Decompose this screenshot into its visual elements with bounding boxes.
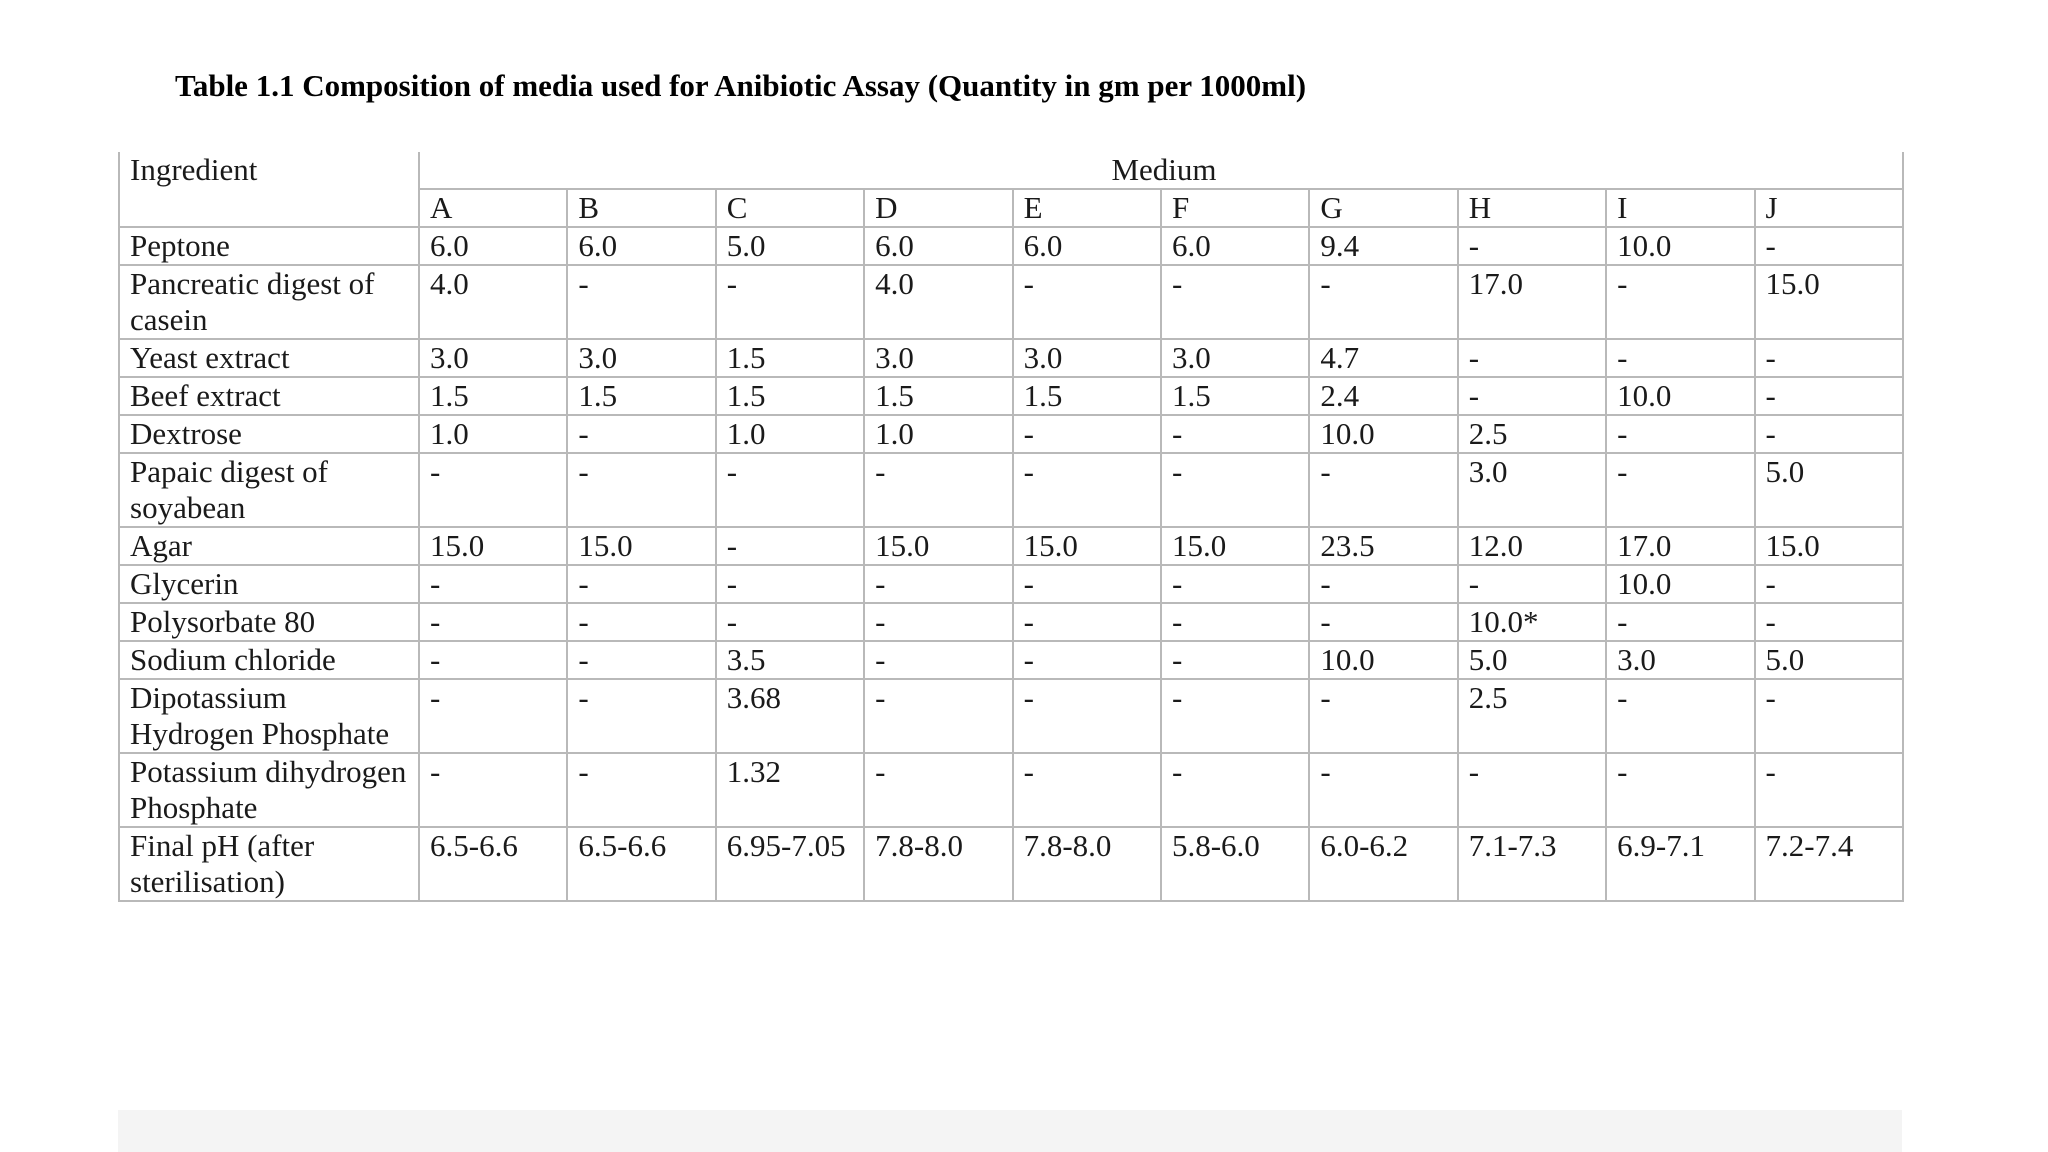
value-cell: 1.5 [567,377,715,415]
value-cell: - [1161,753,1309,827]
value-cell: 1.5 [716,339,864,377]
value-cell: - [419,679,567,753]
table-row [119,339,1903,377]
medium-column-header: G [1309,189,1457,227]
table-title: Table 1.1 Composition of media used for Anibiotic Assay (Quantity in gm per 1000ml) [175,68,1307,103]
medium-column-header: I [1606,189,1754,227]
table-row [119,415,1903,453]
value-cell: - [1458,565,1606,603]
value-cell: 1.0 [716,415,864,453]
value-cell: - [1013,265,1161,339]
value-cell: 1.5 [419,377,567,415]
value-cell: 12.0 [1458,527,1606,565]
value-cell: - [1458,339,1606,377]
table-row [119,527,1903,565]
value-cell: - [1161,415,1309,453]
value-cell: 3.0 [1458,453,1606,527]
medium-column-header: J [1755,189,1904,227]
value-cell: - [1309,265,1457,339]
value-cell: 1.32 [716,753,864,827]
value-cell: 5.0 [1755,641,1904,679]
value-cell: - [864,679,1012,753]
value-cell: - [567,415,715,453]
value-cell: - [1755,565,1904,603]
value-cell: - [864,753,1012,827]
value-cell: 10.0 [1309,415,1457,453]
value-cell: 7.2-7.4 [1755,827,1904,901]
value-cell: 6.0 [419,227,567,265]
value-cell: 1.5 [1161,377,1309,415]
medium-column-header: A [419,189,567,227]
value-cell: - [1606,339,1754,377]
media-composition-table [118,152,1904,902]
ingredient-cell: Beef extract [119,377,419,415]
value-cell: - [864,603,1012,641]
value-cell: - [1755,679,1904,753]
value-cell: - [1606,453,1754,527]
value-cell: 6.9-7.1 [1606,827,1754,901]
value-cell: 3.0 [1013,339,1161,377]
value-cell: - [1755,753,1904,827]
value-cell: 5.0 [716,227,864,265]
value-cell: 1.0 [419,415,567,453]
value-cell: - [567,603,715,641]
value-cell: - [1606,679,1754,753]
value-cell: - [1606,415,1754,453]
ingredient-cell: Agar [119,527,419,565]
value-cell: 10.0 [1606,565,1754,603]
header-row [119,152,1903,189]
medium-header: Medium [419,152,1903,189]
table-row [119,827,1903,901]
table-row [119,679,1903,753]
value-cell: 15.0 [567,527,715,565]
ingredient-cell: Glycerin [119,565,419,603]
value-cell: 6.0 [1013,227,1161,265]
value-cell: - [864,565,1012,603]
value-cell: 4.0 [419,265,567,339]
value-cell: 10.0 [1606,377,1754,415]
value-cell: - [567,641,715,679]
value-cell: - [1458,227,1606,265]
value-cell: - [1013,565,1161,603]
value-cell: 5.0 [1755,453,1904,527]
value-cell: - [1309,453,1457,527]
ingredient-cell: Dextrose [119,415,419,453]
value-cell: 3.0 [1606,641,1754,679]
value-cell: 4.0 [864,265,1012,339]
medium-column-header: F [1161,189,1309,227]
value-cell: 3.68 [716,679,864,753]
medium-column-header: C [716,189,864,227]
value-cell: 17.0 [1606,527,1754,565]
value-cell: - [1161,565,1309,603]
value-cell: - [1755,227,1904,265]
value-cell: - [716,453,864,527]
table-row [119,453,1903,527]
value-cell: - [716,527,864,565]
value-cell: - [1755,603,1904,641]
value-cell: 3.5 [716,641,864,679]
value-cell: - [567,679,715,753]
value-cell: 10.0 [1606,227,1754,265]
value-cell: - [1161,453,1309,527]
ingredient-cell: Pancreatic digest of casein [119,265,419,339]
value-cell: 3.0 [419,339,567,377]
page-bottom-band [118,1110,1902,1152]
value-cell: - [1013,453,1161,527]
value-cell: 17.0 [1458,265,1606,339]
value-cell: - [1013,753,1161,827]
value-cell: - [1013,415,1161,453]
value-cell: - [567,753,715,827]
value-cell: 10.0* [1458,603,1606,641]
value-cell: - [1606,603,1754,641]
value-cell: - [716,565,864,603]
value-cell: 6.0 [1161,227,1309,265]
value-cell: 2.5 [1458,679,1606,753]
value-cell: - [864,453,1012,527]
ingredient-cell: Polysorbate 80 [119,603,419,641]
value-cell: - [567,265,715,339]
value-cell: 1.5 [1013,377,1161,415]
value-cell: - [419,565,567,603]
value-cell: 15.0 [1013,527,1161,565]
value-cell: - [1458,753,1606,827]
value-cell: 15.0 [864,527,1012,565]
value-cell: - [1013,679,1161,753]
value-cell: 7.8-8.0 [864,827,1012,901]
value-cell: 15.0 [1161,527,1309,565]
value-cell: 5.0 [1458,641,1606,679]
table-row [119,377,1903,415]
value-cell: - [1755,339,1904,377]
value-cell: - [716,265,864,339]
value-cell: 1.0 [864,415,1012,453]
value-cell: 7.8-8.0 [1013,827,1161,901]
ingredient-cell: Potassium dihydrogen Phosphate [119,753,419,827]
value-cell: 6.95-7.05 [716,827,864,901]
value-cell: - [419,453,567,527]
table-row [119,227,1903,265]
table-row [119,565,1903,603]
ingredient-cell: Sodium chloride [119,641,419,679]
table-row [119,753,1903,827]
medium-column-header: D [864,189,1012,227]
value-cell: 15.0 [419,527,567,565]
value-cell: - [1161,679,1309,753]
value-cell: - [1606,753,1754,827]
value-cell: 2.4 [1309,377,1457,415]
value-cell: - [1161,641,1309,679]
value-cell: - [1161,265,1309,339]
value-cell: 23.5 [1309,527,1457,565]
value-cell: 15.0 [1755,265,1904,339]
value-cell: 3.0 [864,339,1012,377]
value-cell: 4.7 [1309,339,1457,377]
value-cell: 3.0 [567,339,715,377]
table-row [119,641,1903,679]
ingredient-cell: Yeast extract [119,339,419,377]
ingredient-cell: Dipotassium Hydrogen Phosphate [119,679,419,753]
ingredient-cell: Papaic digest of soyabean [119,453,419,527]
value-cell: - [1606,265,1754,339]
value-cell: 10.0 [1309,641,1457,679]
value-cell: - [716,603,864,641]
value-cell: - [1013,641,1161,679]
value-cell: 6.0 [864,227,1012,265]
value-cell: 2.5 [1458,415,1606,453]
value-cell: 6.5-6.6 [567,827,715,901]
value-cell: - [1309,753,1457,827]
value-cell: - [1309,603,1457,641]
value-cell: 9.4 [1309,227,1457,265]
value-cell: - [567,565,715,603]
table-row [119,265,1903,339]
ingredient-cell: Peptone [119,227,419,265]
value-cell: 6.5-6.6 [419,827,567,901]
value-cell: - [1161,603,1309,641]
value-cell: 6.0 [567,227,715,265]
value-cell: - [864,641,1012,679]
medium-column-header: H [1458,189,1606,227]
value-cell: - [567,453,715,527]
value-cell: - [1309,565,1457,603]
value-cell: 5.8-6.0 [1161,827,1309,901]
medium-column-header: E [1013,189,1161,227]
value-cell: - [1309,679,1457,753]
value-cell: 1.5 [716,377,864,415]
value-cell: - [419,603,567,641]
value-cell: 3.0 [1161,339,1309,377]
value-cell: - [1458,377,1606,415]
medium-column-header: B [567,189,715,227]
ingredient-cell: Final pH (after sterilisation) [119,827,419,901]
value-cell: - [419,641,567,679]
value-cell: 15.0 [1755,527,1904,565]
value-cell: 6.0-6.2 [1309,827,1457,901]
value-cell: - [1755,415,1904,453]
value-cell: - [419,753,567,827]
value-cell: - [1013,603,1161,641]
ingredient-header: Ingredient [119,152,419,227]
value-cell: 7.1-7.3 [1458,827,1606,901]
value-cell: 1.5 [864,377,1012,415]
value-cell: - [1755,377,1904,415]
table-row [119,603,1903,641]
